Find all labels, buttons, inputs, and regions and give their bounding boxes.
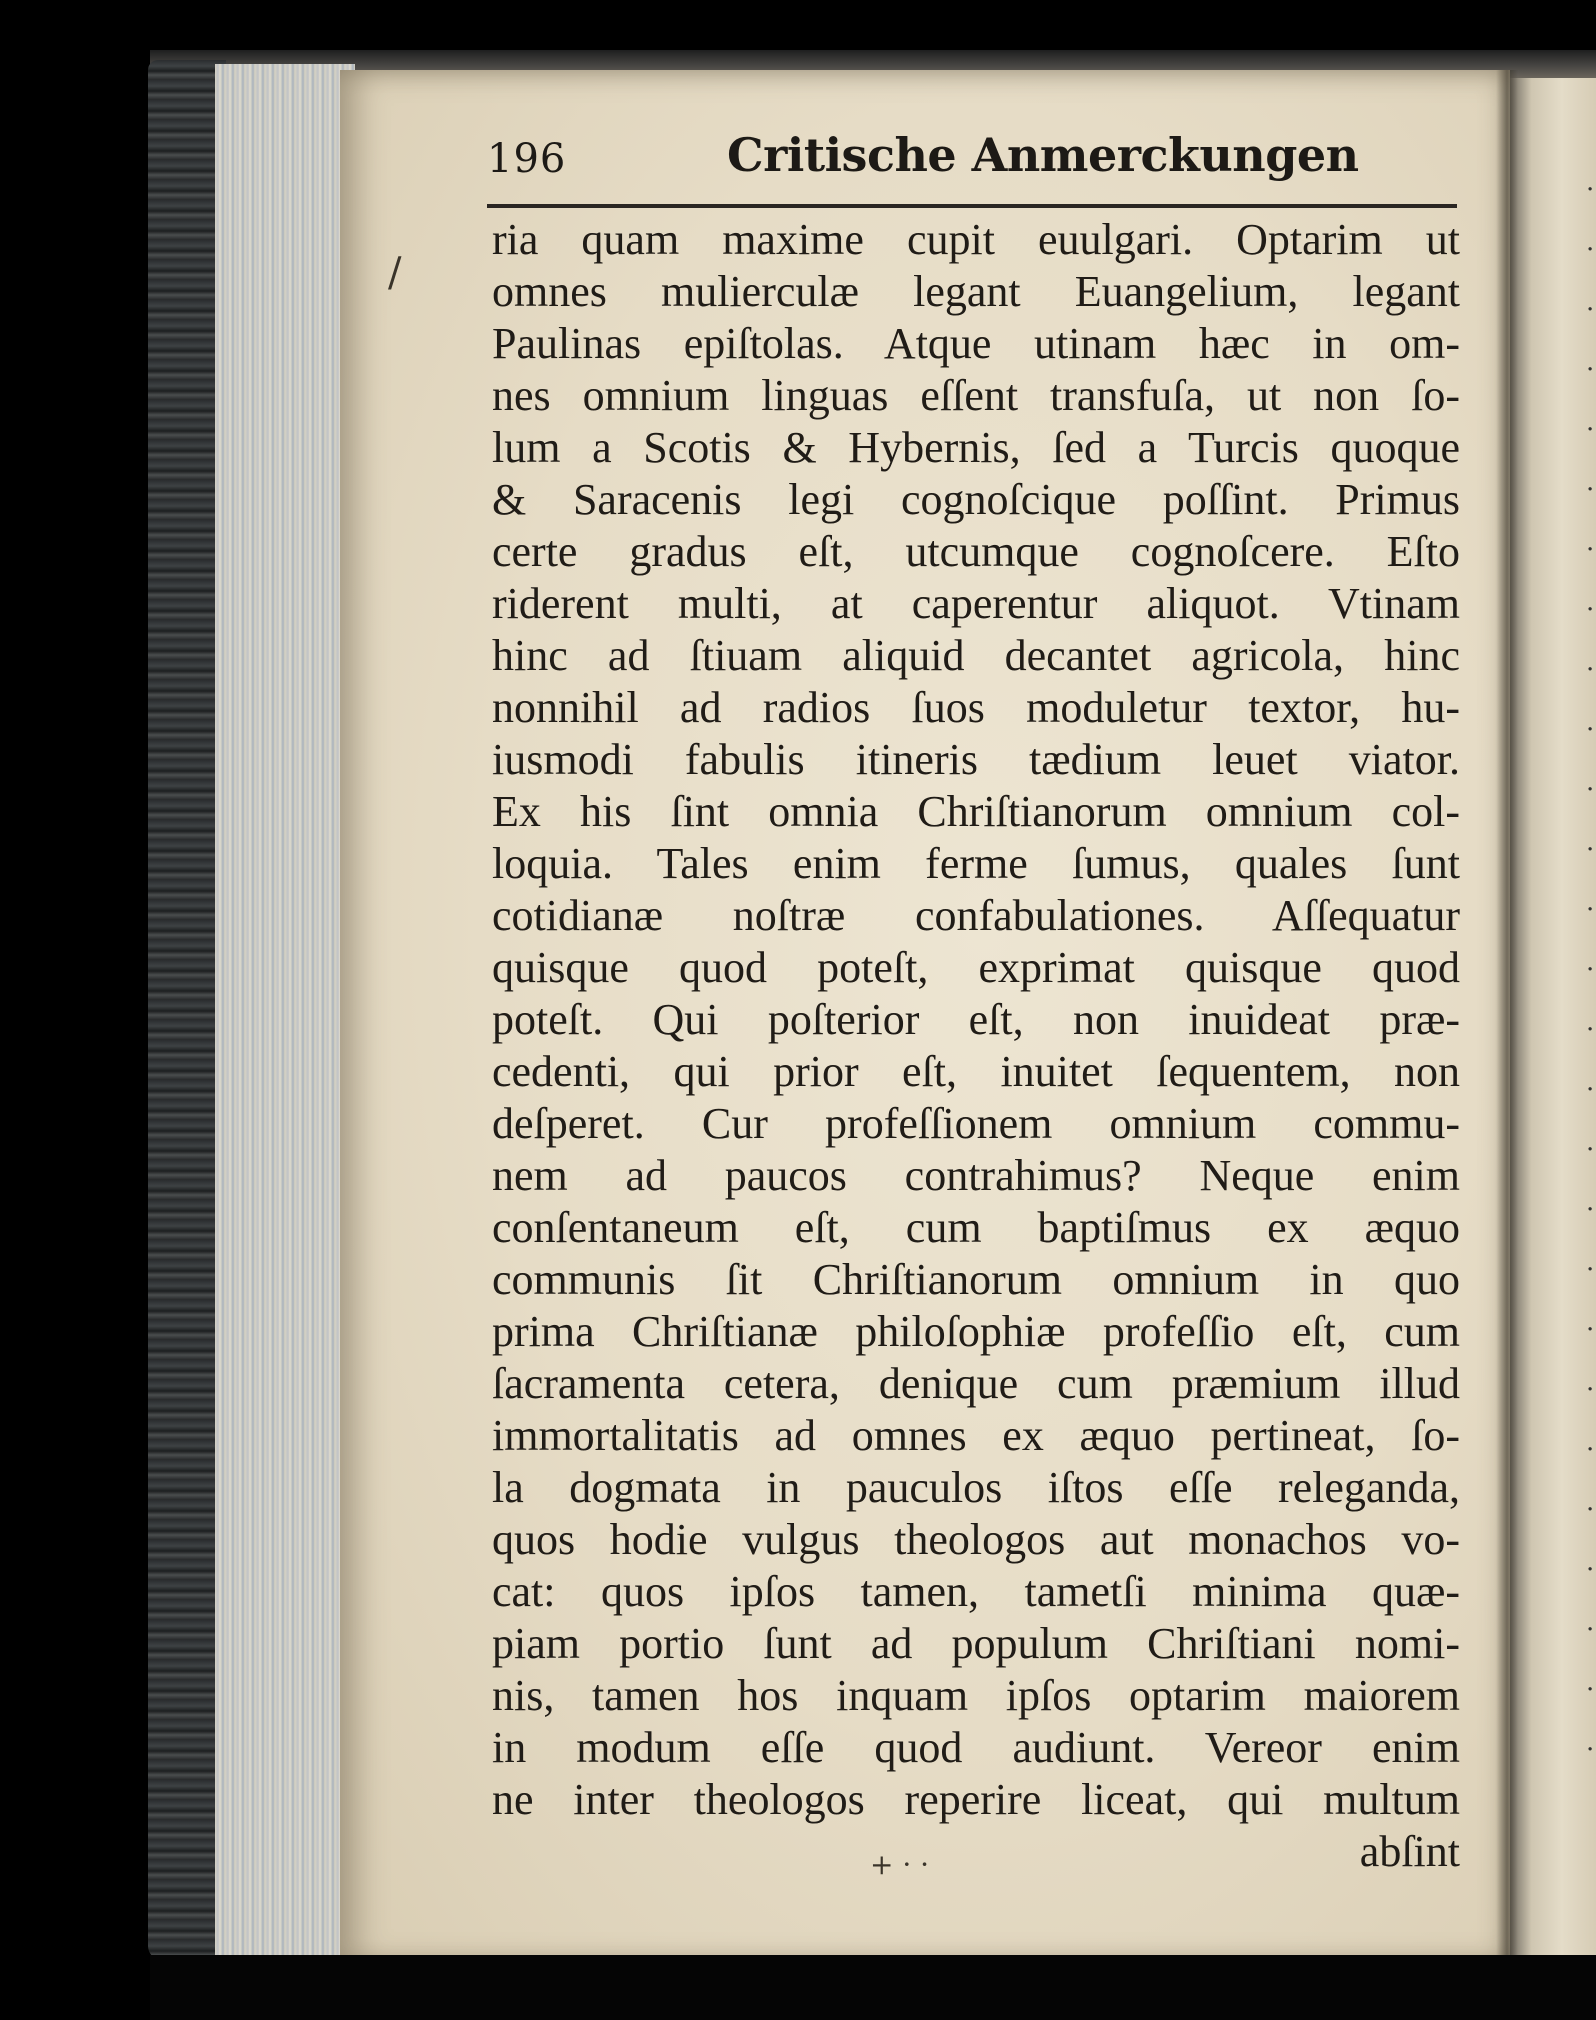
catchword: abſint xyxy=(1359,1827,1460,1876)
text-line: ſacramenta cetera, denique cum præmium illud xyxy=(492,1359,1460,1408)
text-line: deſperet. Cur profeſſionem omnium commu- xyxy=(492,1099,1460,1148)
text-line: communis ſit Chriſtianorum omnium in quo xyxy=(492,1255,1460,1304)
text-line: riderent multi, at caperentur aliquot. Vtinam xyxy=(492,579,1460,628)
right-page-edge xyxy=(1510,78,1596,1958)
show-through-mark: + · · xyxy=(870,1848,930,1881)
text-line: ne inter theologos reperire liceat, qui multum xyxy=(492,1775,1460,1824)
text-line: loquia. Tales enim ferme ſumus, quales ſunt xyxy=(492,839,1460,888)
running-title: Critische Anmerckungen xyxy=(727,128,1359,182)
page-stack-edges xyxy=(215,64,355,1964)
text-line: cedenti, qui prior eſt, inuitet ſequentem, non xyxy=(492,1047,1460,1096)
text-line: quisque quod poteſt, exprimat quisque quod xyxy=(492,943,1460,992)
text-line: nes omnium linguas eſſent transfuſa, ut non ſo- xyxy=(492,371,1460,420)
scan-background-bottom xyxy=(150,1955,1596,2020)
text-line: piam portio ſunt ad populum Chriſtiani nomi- xyxy=(492,1619,1460,1668)
text-line: certe gradus eſt, utcumque cognoſcere. Eſto xyxy=(492,527,1460,576)
right-page-bleed-marks: · · · · · · · · · · · · · · · · · · · · · · · · · · · xyxy=(1586,175,1595,1765)
text-line: quos hodie vulgus theologos aut monachos vo- xyxy=(492,1515,1460,1564)
text-line: nonnihil ad radios ſuos moduletur textor, hu- xyxy=(492,683,1460,732)
text-line: la dogmata in pauculos iſtos eſſe releganda, xyxy=(492,1463,1460,1512)
text-line: Ex his ſint omnia Chriſtianorum omnium col- xyxy=(492,787,1460,836)
text-line: cotidianæ noſtræ confabulationes. Aſſequatur xyxy=(492,891,1460,940)
text-line: omnes mulierculæ legant Euangelium, legant xyxy=(492,267,1460,316)
text-line: in modum eſſe quod audiunt. Vereor enim xyxy=(492,1723,1460,1772)
running-head xyxy=(487,128,1457,194)
text-line: conſentaneum eſt, cum baptiſmus ex æquo xyxy=(492,1203,1460,1252)
body-text xyxy=(492,214,1460,1878)
text-line: lum a Scotis & Hybernis, ſed a Turcis quoque xyxy=(492,423,1460,472)
header-rule xyxy=(487,204,1457,208)
book-gutter xyxy=(1496,70,1518,1965)
text-line: nem ad paucos contrahimus? Neque enim xyxy=(492,1151,1460,1200)
text-line: iusmodi fabulis itineris tædium leuet viator. xyxy=(492,735,1460,784)
text-line: Paulinas epiſtolas. Atque utinam hæc in om- xyxy=(492,319,1460,368)
text-line: nis, tamen hos inquam ipſos optarim maiorem xyxy=(492,1671,1460,1720)
page-number: 196 xyxy=(487,136,567,182)
text-line: immortalitatis ad omnes ex æquo pertineat, ſo- xyxy=(492,1411,1460,1460)
text-line: cat: quos ipſos tamen, tametſi minima quæ- xyxy=(492,1567,1460,1616)
text-line: ria quam maxime cupit euulgari. Optarim ut xyxy=(492,215,1460,264)
margin-pen-mark: / xyxy=(388,250,402,296)
text-line: prima Chriſtianæ philoſophiæ profeſſio eſt, cum xyxy=(492,1307,1460,1356)
text-line: hinc ad ſtiuam aliquid decantet agricola, hinc xyxy=(492,631,1460,680)
text-line: & Saracenis legi cognoſcique poſſint. Primus xyxy=(492,475,1460,524)
text-line: poteſt. Qui poſterior eſt, non inuideat præ- xyxy=(492,995,1460,1044)
